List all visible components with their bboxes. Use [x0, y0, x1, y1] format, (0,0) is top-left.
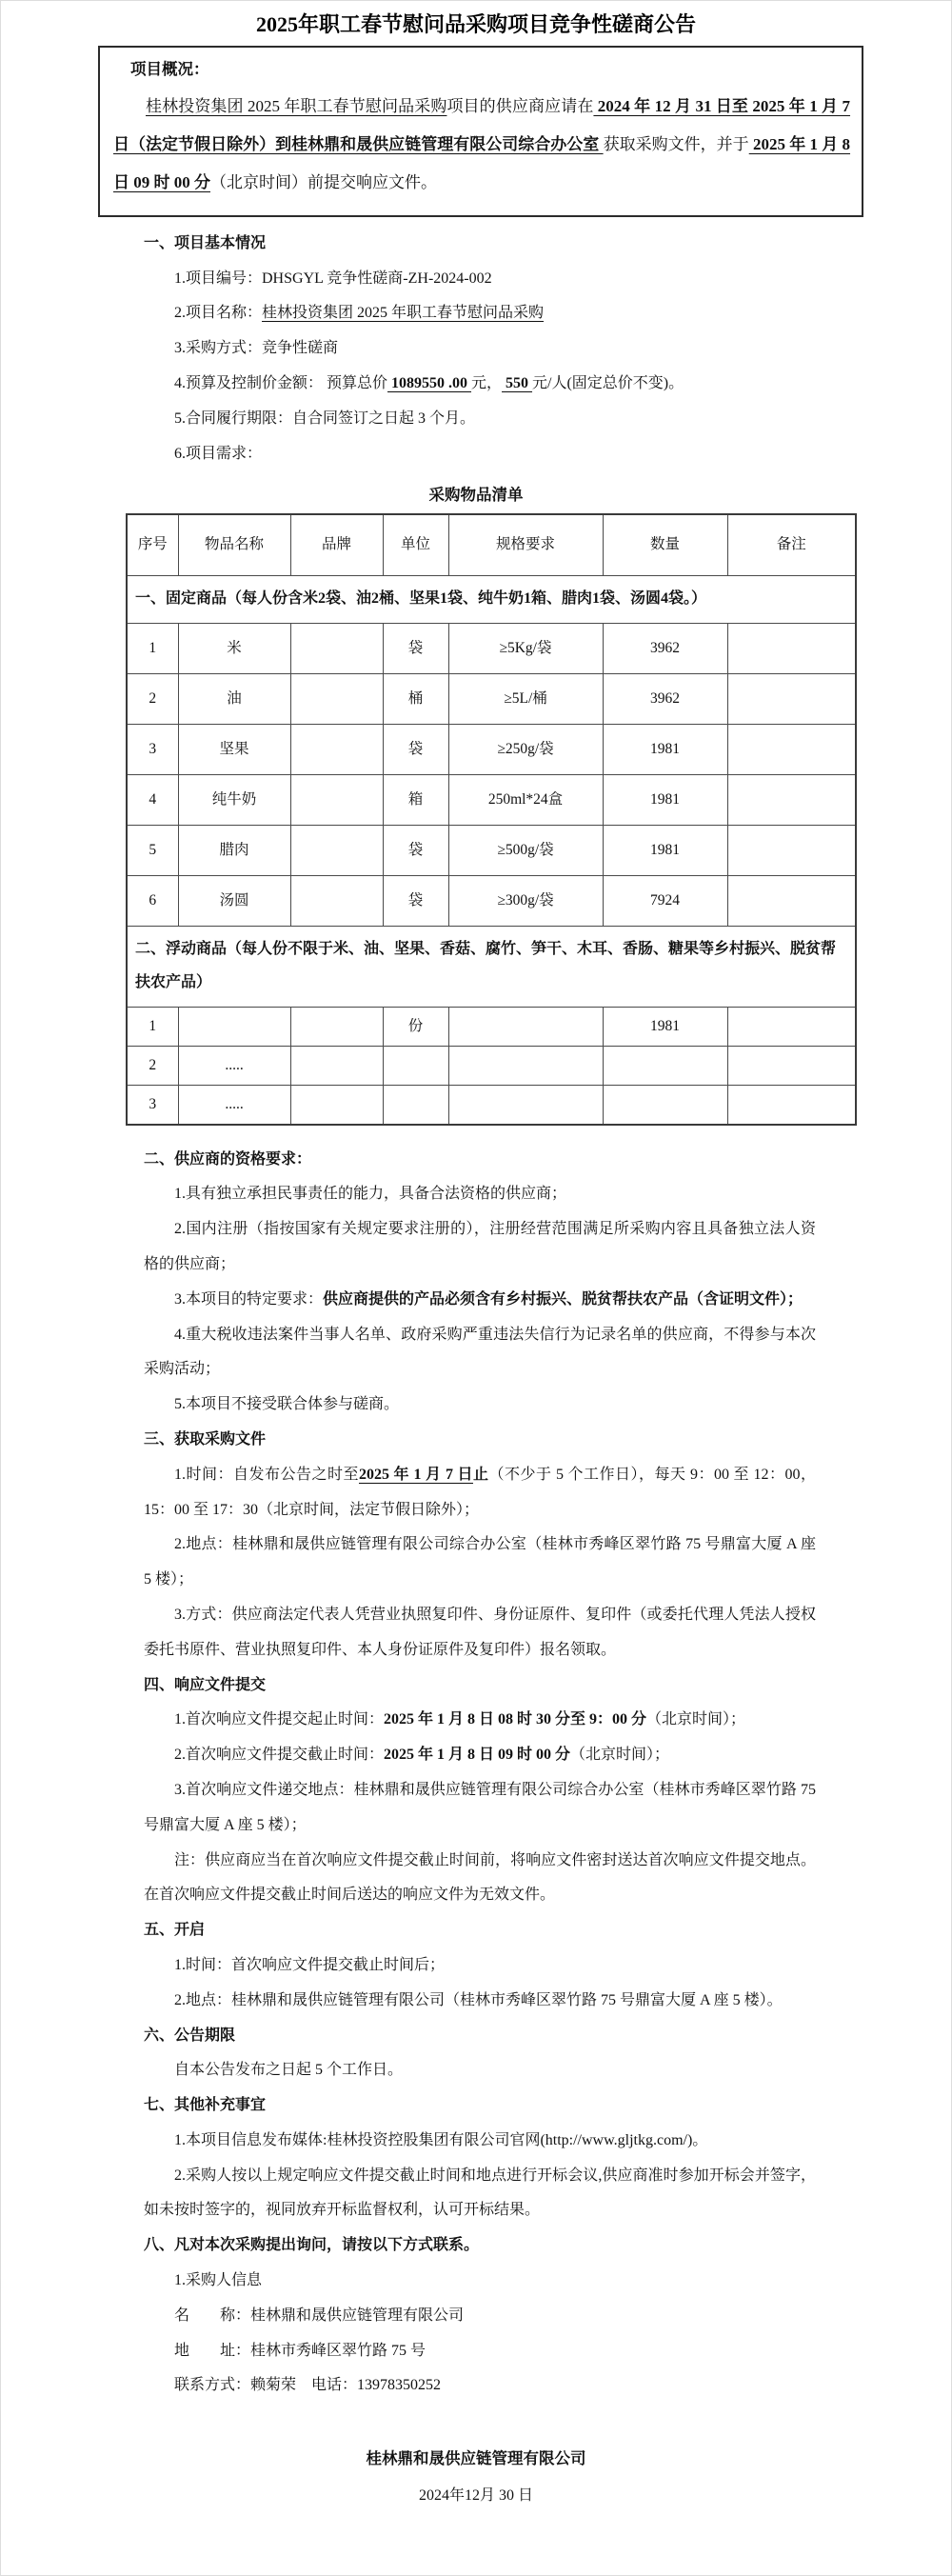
text-segment: 1.本项目信息发布媒体:桂林投资控股集团有限公司官网(http://www.gljtkg.com/)。	[174, 2131, 708, 2148]
table-cell: 油	[178, 673, 290, 724]
table-row	[127, 1086, 856, 1125]
table-cell: ≥5Kg/袋	[448, 623, 603, 673]
table-cell: 1	[127, 1008, 178, 1047]
table-cell	[727, 875, 856, 926]
text-segment: 2.地点：桂林鼎和晟供应链管理有限公司综合办公室（桂林市秀峰区翠竹路 75 号鼎富大厦 A 座 5 楼）；	[144, 1536, 816, 1588]
table-title: 采购物品清单	[428, 486, 524, 505]
group-title-row	[127, 926, 856, 1007]
text-segment: 2.地点：桂林鼎和晟供应链管理有限公司（桂林市秀峰区翠竹路 75 号鼎富大厦 A 座 5 楼）。	[174, 1991, 783, 2008]
section-heading: 六、公告期限	[144, 2027, 236, 2044]
text-segment: 2.项目名称：	[174, 305, 263, 322]
table-cell: 袋	[383, 875, 448, 926]
text-segment: （北京时间）前提交响应文件。	[210, 172, 437, 191]
group-title: 二、浮动商品（每人份不限于米、油、坚果、香菇、腐竹、笋干、木耳、香肠、糖果等乡村振兴、脱贫帮扶农产品）	[127, 926, 856, 1007]
text-segment: （北京时间）；	[646, 1711, 746, 1728]
paragraph	[144, 1528, 816, 1598]
table-cell: 3	[127, 1086, 178, 1125]
paragraph	[144, 437, 816, 472]
project-overview-box	[98, 46, 863, 217]
column-header: 规格要求	[448, 514, 603, 575]
text-segment: 1089550 .00	[387, 374, 472, 391]
table-row	[127, 724, 856, 774]
text-segment: 1.具有独立承担民事责任的能力，具备合法资格的供应商；	[174, 1186, 567, 1203]
table-cell: 米	[178, 623, 290, 673]
text-segment: 元，	[471, 374, 503, 391]
table-header	[127, 514, 856, 575]
footer-company-name: 桂林鼎和晟供应链管理有限公司	[366, 2449, 586, 2468]
table-cell: 袋	[383, 623, 448, 673]
section-heading: 七、其他补充事宜	[144, 2097, 267, 2114]
table-cell: 250ml*24盒	[448, 774, 603, 825]
procurement-items-table	[126, 513, 857, 1126]
table-cell: ≥250g/袋	[448, 724, 603, 774]
table-cell: 袋	[383, 724, 448, 774]
table-cell	[727, 623, 856, 673]
section-heading: 三、获取采购文件	[144, 1430, 267, 1448]
paragraph	[144, 2368, 816, 2404]
paragraph	[144, 296, 816, 331]
paragraph	[144, 1388, 816, 1423]
table-row	[127, 673, 856, 724]
table-cell: 4	[127, 774, 178, 825]
paragraph	[144, 1773, 816, 1844]
text-segment: 4.重大税收违法案件当事人名单、政府采购严重违法失信行为记录名单的供应商，不得参与本次采购活动；	[144, 1326, 816, 1378]
column-header: 单位	[383, 514, 448, 575]
table-row	[127, 623, 856, 673]
table-cell	[290, 1047, 383, 1086]
paragraph	[144, 367, 816, 402]
text-segment: 3.首次响应文件递交地点：桂林鼎和晟供应链管理有限公司综合办公室（桂林市秀峰区翠竹路 75 号鼎富大厦 A 座 5 楼）；	[144, 1781, 816, 1833]
text-segment: 4.预算及控制价金额： 预算总价	[174, 374, 388, 391]
table-cell: 5	[127, 825, 178, 875]
paragraph	[144, 2334, 816, 2369]
paragraph	[144, 1948, 816, 1984]
table-cell: 腊肉	[178, 825, 290, 875]
table-cell	[727, 1008, 856, 1047]
column-header: 品牌	[290, 514, 383, 575]
section-heading: 一、项目基本情况	[144, 234, 267, 251]
table-cell	[727, 673, 856, 724]
document-title: 2025年职工春节慰问品采购项目竞争性磋商公告	[255, 12, 696, 36]
table-cell: .....	[178, 1047, 290, 1086]
text-segment: 5.本项目不接受联合体参与磋商。	[174, 1396, 400, 1413]
table-cell	[603, 1086, 727, 1125]
table-cell	[383, 1086, 448, 1125]
paragraph	[144, 2053, 816, 2088]
paragraph	[144, 1458, 816, 1528]
table-cell: 1	[127, 623, 178, 673]
paragraph	[144, 1283, 816, 1318]
column-header: 数量	[603, 514, 727, 575]
paragraph	[144, 1984, 816, 2019]
text-segment: 供应商提供的产品必须含有乡村振兴、脱贫帮扶农产品（含证明文件）；	[323, 1290, 803, 1308]
table-row	[127, 1047, 856, 1086]
table-cell	[448, 1047, 603, 1086]
paragraph	[144, 2159, 816, 2229]
table-cell: 2	[127, 1047, 178, 1086]
table-cell	[178, 1008, 290, 1047]
text-segment: 2.首次响应文件提交截止时间：	[174, 1747, 385, 1764]
text-segment: 2025 年 1 月 8 日 09 时 00 分	[113, 134, 851, 191]
paragraph	[144, 1318, 816, 1388]
text-segment: 550	[502, 374, 533, 391]
column-header: 序号	[127, 514, 178, 575]
column-header: 备注	[727, 514, 856, 575]
overview-label: 项目概况：	[130, 60, 209, 78]
table-cell	[727, 774, 856, 825]
column-header: 物品名称	[178, 514, 290, 575]
text-segment: 地 址：桂林市秀峰区翠竹路 75 号	[174, 2342, 426, 2359]
text-segment: 2024 年 12 月 31 日至 2025 年 1 月 7 日（法定节假日除外）到桂林鼎和晟供应链管理有限公司综合办公室	[113, 96, 851, 153]
text-segment: 1.时间：自发布公告之时至	[174, 1466, 359, 1483]
text-segment: 桂林投资集团 2025 年职工春节慰问品采购	[146, 96, 447, 115]
text-segment: 1.项目编号：DHSGYL 竞争性磋商-ZH-2024-002	[174, 270, 492, 287]
table-cell: ≥300g/袋	[448, 875, 603, 926]
table-cell	[727, 724, 856, 774]
table-cell: 3	[127, 724, 178, 774]
table-cell	[290, 724, 383, 774]
table-cell: 1981	[603, 1008, 727, 1047]
paragraph	[144, 402, 816, 437]
table-row	[127, 875, 856, 926]
table-row	[127, 1008, 856, 1047]
text-segment: 项目的供应商应请在	[446, 96, 594, 115]
text-segment: 3.方式：供应商法定代表人凭营业执照复印件、身份证原件、复印件（或委托代理人凭法人授权委托书原件、营业执照复印件、本人身份证原件及复印件）报名领取。	[144, 1606, 816, 1658]
table-cell: 坚果	[178, 724, 290, 774]
table-cell	[290, 774, 383, 825]
text-segment: 联系方式：赖菊荣 电话：13978350252	[174, 2377, 442, 2394]
text-segment: 1.首次响应文件提交起止时间：	[174, 1711, 385, 1728]
paragraph	[144, 1738, 816, 1773]
paragraph	[144, 1598, 816, 1668]
text-segment: 5.合同履行期限：自合同签订之日起 3 个月。	[174, 409, 476, 427]
paragraph	[144, 1844, 816, 1914]
paragraph	[144, 262, 816, 297]
table-cell	[448, 1086, 603, 1125]
text-segment: 1.时间：首次响应文件提交截止时间后；	[174, 1956, 446, 1973]
table-cell	[727, 825, 856, 875]
table-cell: 箱	[383, 774, 448, 825]
table-row	[127, 774, 856, 825]
table-row	[127, 825, 856, 875]
text-segment: （北京时间）；	[570, 1747, 670, 1764]
section-heading: 五、开启	[144, 1922, 206, 1939]
section-heading: 二、供应商的资格要求：	[144, 1150, 312, 1168]
table-cell	[290, 875, 383, 926]
text-segment: 自本公告发布之日起 5 个工作日。	[174, 2062, 404, 2079]
table-cell: 份	[383, 1008, 448, 1047]
paragraph	[144, 331, 816, 367]
text-segment: 元/人(固定总价不变)。	[532, 374, 684, 391]
table-cell: .....	[178, 1086, 290, 1125]
text-segment: 6.项目需求：	[174, 445, 263, 462]
table-cell: 桶	[383, 673, 448, 724]
table-cell: ≥500g/袋	[448, 825, 603, 875]
paragraph	[144, 2124, 816, 2159]
document-footer	[1, 2444, 951, 2510]
table-cell	[290, 1086, 383, 1125]
section-heading: 八、凡对本次采购提出询问，请按以下方式联系。	[144, 2237, 480, 2254]
table-cell: ≥5L/桶	[448, 673, 603, 724]
table-cell: 7924	[603, 875, 727, 926]
paragraph	[144, 1177, 816, 1212]
table-cell: 6	[127, 875, 178, 926]
group-title: 一、固定商品（每人份含米2袋、油2桶、坚果1袋、纯牛奶1箱、腊肉1袋、汤圆4袋。）	[127, 575, 856, 623]
table-cell	[290, 1008, 383, 1047]
text-segment: 注：供应商应当在首次响应文件提交截止时间前，将响应文件密封送达首次响应文件提交地点。在首次响应文件提交截止时间后送达的响应文件为无效文件。	[144, 1851, 816, 1904]
text-segment: 2.采购人按以上规定响应文件提交截止时间和地点进行开标会议,供应商准时参加开标会并签字，如未按时签字的，视同放弃开标监督权利，认可开标结果。	[144, 2167, 816, 2219]
table-cell: 3962	[603, 623, 727, 673]
table-cell	[727, 1047, 856, 1086]
paragraph	[144, 1212, 816, 1283]
text-segment: 获取采购文件，并于	[603, 134, 749, 153]
text-segment: 止	[472, 1466, 489, 1483]
table-cell: 1981	[603, 724, 727, 774]
section-basic-info	[144, 227, 816, 472]
text-segment: 2025 年 1 月 7 日	[358, 1466, 473, 1483]
table-body	[127, 575, 856, 1125]
table-cell: 汤圆	[178, 875, 290, 926]
table-cell: 1981	[603, 825, 727, 875]
table-cell	[383, 1047, 448, 1086]
text-segment: 2025 年 1 月 8 日 09 时 00 分	[384, 1747, 571, 1764]
table-cell: 纯牛奶	[178, 774, 290, 825]
paragraph	[144, 1703, 816, 1738]
table-cell: 2	[127, 673, 178, 724]
text-segment: 2025 年 1 月 8 日 08 时 30 分至 9：00 分	[384, 1711, 647, 1728]
table-cell: 1981	[603, 774, 727, 825]
text-segment: 名 称：桂林鼎和晟供应链管理有限公司	[174, 2306, 465, 2324]
table-header-row	[127, 514, 856, 575]
text-segment: 桂林投资集团 2025 年职工春节慰问品采购	[262, 305, 545, 322]
table-cell	[290, 673, 383, 724]
footer-date: 2024年12月 30 日	[418, 2486, 533, 2504]
text-segment: 3.本项目的特定要求：	[174, 1290, 324, 1308]
table-cell	[603, 1047, 727, 1086]
text-segment: 3.采购方式：竞争性磋商	[174, 340, 339, 357]
overview-paragraph	[113, 88, 850, 202]
document-sections	[144, 1143, 816, 2405]
section-paragraphs	[144, 262, 816, 472]
group-title-row	[127, 575, 856, 623]
table-cell	[727, 1086, 856, 1125]
table-cell	[290, 623, 383, 673]
table-cell	[290, 825, 383, 875]
text-segment: 2.国内注册（指按国家有关规定要求注册的），注册经营范围满足所采购内容且具备独立法人资格的供应商；	[144, 1221, 816, 1272]
text-segment: 1.采购人信息	[174, 2272, 263, 2289]
table-cell: 3962	[603, 673, 727, 724]
table-cell: 袋	[383, 825, 448, 875]
section-heading: 四、响应文件提交	[144, 1676, 267, 1693]
paragraph	[144, 2264, 816, 2299]
paragraph	[144, 2299, 816, 2334]
table-cell	[448, 1008, 603, 1047]
text-segment: （不少于 5 个工作日），每天 9：00 至 12：00，15：00 至 17：30（北京时间，法定节假日除外）；	[144, 1466, 816, 1518]
